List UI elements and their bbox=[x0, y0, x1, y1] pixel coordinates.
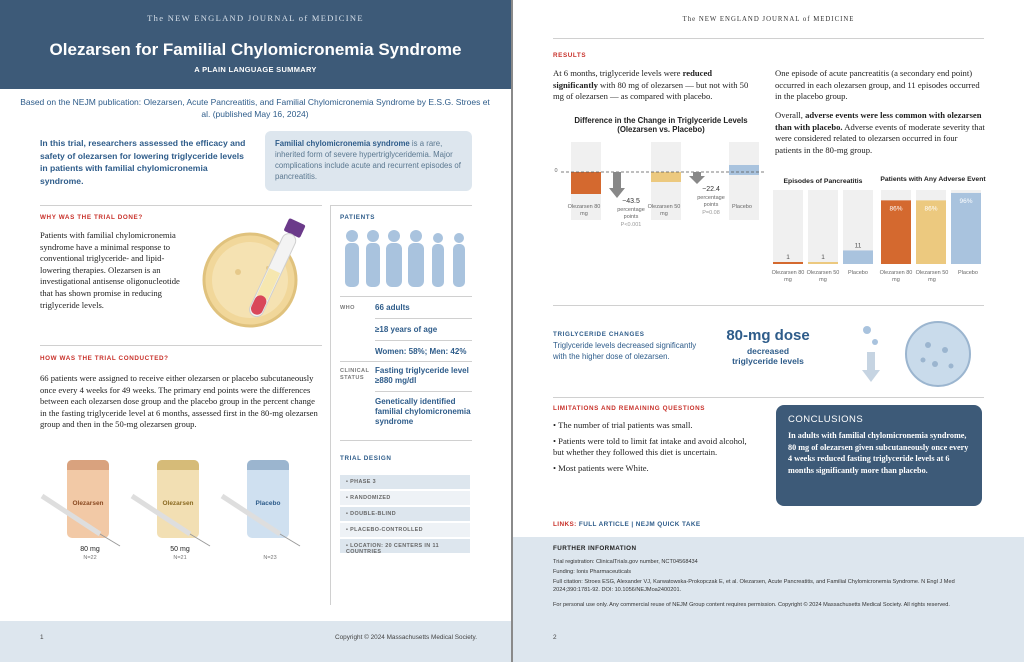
people-icon bbox=[340, 228, 472, 290]
panc-category-label: Olezarsen 80 mg bbox=[771, 270, 805, 283]
journal-name: The NEW ENGLAND JOURNAL of MEDICINE bbox=[147, 13, 364, 23]
conclusions-heading: CONCLUSIONS bbox=[788, 414, 864, 425]
panc-bar-bg bbox=[773, 190, 803, 264]
ae-data-label: 86% bbox=[889, 205, 903, 213]
divider bbox=[40, 205, 322, 206]
who-value: Women: 58%; Men: 42% bbox=[375, 347, 467, 356]
vial-label: Olezarsen bbox=[162, 500, 194, 507]
results-emphasis: reduced significantly bbox=[553, 68, 713, 90]
n-label: N=23 bbox=[263, 555, 277, 561]
divider bbox=[340, 361, 472, 362]
adverse-text-part: Overall, bbox=[775, 110, 806, 120]
tg-bar-80 bbox=[571, 172, 601, 194]
limits-heading: LIMITATIONS AND REMAINING QUESTIONS bbox=[553, 405, 706, 412]
adverse-text-part: Adverse events of moderate severity that were considered related to olezarsen occurred in four patients in the 80-mg group. bbox=[775, 121, 985, 155]
limits-list bbox=[553, 420, 758, 474]
results-text-part: At 6 months, triglyceride levels were bbox=[553, 68, 683, 78]
tg-bar-placebo bbox=[729, 165, 759, 175]
limit-item-text: Patients were told to limit fat intake and avoid alcohol, but whether they followed this diet is uncertain. bbox=[553, 435, 747, 458]
page-2 bbox=[513, 0, 1024, 662]
divider bbox=[375, 340, 472, 341]
arrow-down-icon bbox=[689, 172, 705, 184]
links-row bbox=[553, 521, 701, 528]
further-item: Funding: Ionis Pharmaceuticals bbox=[553, 569, 632, 575]
limit-item: • Patients were told to limit fat intake and avoid alcohol, but whether they followed this diet is uncertain. bbox=[553, 435, 747, 458]
intro-text: In this trial, researchers assessed the efficacy and safety of olezarsen for lowering triglyceride levels in patients with familial chylomicronemia syndrome. bbox=[40, 138, 246, 186]
panc-bar bbox=[773, 262, 803, 264]
dose-highlight: 80-mg dose bbox=[726, 327, 810, 344]
ae-data-label: 96% bbox=[959, 197, 973, 205]
divider bbox=[340, 296, 472, 297]
who-label: WHO bbox=[340, 305, 355, 311]
page-title: Olezarsen for Familial Chylomicronemia Syndrome bbox=[49, 40, 462, 59]
limit-item-text: The number of trial patients was small. bbox=[558, 420, 693, 430]
column-divider bbox=[330, 205, 331, 605]
divider bbox=[553, 397, 984, 398]
tg-changes-text: Triglyceride levels decreased significantly with the higher dose of olezarsen. bbox=[553, 341, 697, 361]
limit-item: • Most patients were White. bbox=[553, 462, 649, 473]
how-text: 66 patients were assigned to receive either olezarsen or placebo subcutaneously once every 4 weeks for 49 weeks. The primary end points were the differences between each olezarsen dose group and the placebo group in the percent change in the fasting triglyceride level at 6 months, assessed first in the 80-mg olezarsen group and then in the 50-mg olezarsen group. bbox=[40, 373, 318, 430]
vial-label: Olezarsen bbox=[72, 500, 104, 507]
tg-chart-title: Difference in the Change in Triglyceride Levels (Olezarsen vs. Placebo) bbox=[574, 116, 748, 134]
n-label: N=22 bbox=[83, 555, 97, 561]
definition-text: is a rare, inherited form of severe hypertriglyceridemia. Major complications include acute and recurrent episodes of pancreatitis. bbox=[275, 139, 461, 181]
ae-category-label: Olezarsen 80 mg bbox=[879, 270, 913, 283]
design-item: • RANDOMIZED bbox=[340, 491, 470, 505]
adverse-emphasis: adverse events were less common with olezarsen than with placebo. bbox=[775, 110, 982, 132]
tg-diff-value: −22.4 bbox=[702, 186, 720, 193]
vials-illustration bbox=[40, 452, 325, 572]
divider bbox=[553, 305, 984, 306]
definition-term: Familial chylomicronemia syndrome bbox=[275, 139, 410, 148]
lipid-particle-illustration bbox=[853, 320, 983, 388]
panc-data-label: 1 bbox=[821, 254, 825, 261]
tg-changes-heading: TRIGLYCERIDE CHANGES bbox=[553, 331, 645, 338]
limit-item-text: Most patients were White. bbox=[558, 462, 649, 473]
links-label: LINKS: bbox=[553, 521, 577, 528]
panc-chart-title: Episodes of Pancreatitis bbox=[783, 178, 863, 185]
page-header bbox=[0, 0, 511, 89]
panc-chart bbox=[771, 190, 875, 268]
further-item: Trial registration: ClinicalTrials.gov number, NCT04568434 bbox=[553, 559, 698, 565]
syringe-icons bbox=[40, 482, 325, 552]
conclusions-text: In adults with familial chylomicronemia syndrome, 80 mg of olezarsen given subcutaneously once every 4 weeks reduced fasting triglyceride levels at 6 months significantly more than placebo. bbox=[788, 431, 969, 475]
dose-highlight-sub: decreased triglyceride levels bbox=[732, 346, 804, 366]
tg-diff-value: −43.5 bbox=[622, 198, 640, 205]
pancreatitis-text: One episode of acute pancreatitis (a secondary end point) occurred in each olezarsen group, and 11 episodes occurred in the placebo group. bbox=[775, 68, 980, 102]
panc-category-label: Olezarsen 50 mg bbox=[806, 270, 840, 283]
further-info-panel bbox=[513, 537, 1024, 662]
design-item: • LOCATION: 20 CENTERS IN 11 COUNTRIES bbox=[340, 539, 470, 553]
divider bbox=[375, 318, 472, 319]
design-item: • PLACEBO-CONTROLLED bbox=[340, 523, 470, 537]
ae-chart bbox=[879, 190, 985, 268]
definition-box bbox=[265, 131, 472, 191]
copyright: Copyright © 2024 Massachusetts Medical Society. bbox=[335, 634, 478, 641]
patients-heading: PATIENTS bbox=[340, 214, 376, 221]
tg-diff-unit: percentage points bbox=[617, 207, 645, 220]
clinical-label: CLINICAL STATUS bbox=[340, 368, 370, 381]
panc-bar-bg bbox=[808, 190, 838, 264]
dose-label: 80 mg bbox=[80, 546, 100, 553]
clinical-value: Genetically identified familial chylomicronemia syndrome bbox=[375, 397, 471, 426]
panc-bar bbox=[843, 250, 873, 264]
tg-diff-p: P=0.08 bbox=[702, 210, 720, 216]
results-heading: RESULTS bbox=[553, 52, 587, 59]
divider bbox=[375, 391, 472, 392]
divider bbox=[340, 440, 472, 441]
tg-diff-p: P<0.001 bbox=[620, 222, 642, 228]
why-text: Patients with familial chylomicronemia syndrome have a minimal response to conventional triglyceride- and lipid-lowering therapies. Olezarsen is an investigational antisense oligonucleotide that has shown promise in reducing triglyceride levels. bbox=[40, 230, 180, 310]
design-item: • PHASE 3 bbox=[340, 475, 470, 489]
panc-bar bbox=[808, 262, 838, 264]
who-value: 66 adults bbox=[375, 303, 410, 312]
divider bbox=[553, 38, 984, 39]
why-heading: WHY WAS THE TRIAL DONE? bbox=[40, 214, 143, 221]
limit-item: • The number of trial patients was small. bbox=[553, 420, 693, 430]
results-text-part: with 80 mg of olezarsen — but not with 50 mg of olezarsen — as compared with placebo. bbox=[553, 79, 749, 102]
further-item: For personal use only. Any commercial reuse of NEJM Group content requires permission. Copyright © 2024 Massachusetts Medical Society. All rights reserved. bbox=[553, 602, 950, 608]
further-heading: FURTHER INFORMATION bbox=[553, 545, 637, 552]
design-item: • DOUBLE-BLIND bbox=[340, 507, 470, 521]
dose-label: 50 mg bbox=[170, 546, 190, 553]
full-article-link[interactable]: FULL ARTICLE bbox=[578, 521, 630, 528]
page-number: 1 bbox=[40, 634, 44, 641]
n-label: N=21 bbox=[173, 555, 187, 561]
quick-take-link[interactable]: NEJM QUICK TAKE bbox=[635, 521, 701, 528]
tg-diff-unit: percentage points bbox=[697, 195, 725, 208]
ae-category-label: Placebo bbox=[958, 270, 978, 276]
arrow-down-icon bbox=[609, 172, 625, 198]
divider bbox=[40, 345, 322, 346]
results-text bbox=[553, 68, 753, 103]
tg-category-label: Placebo bbox=[732, 204, 752, 210]
ae-data-label: 86% bbox=[924, 205, 938, 213]
page-1 bbox=[0, 0, 511, 662]
ae-chart-title: Patients with Any Adverse Event bbox=[880, 176, 986, 183]
adverse-text bbox=[775, 110, 985, 156]
publication-reference: Based on the NEJM publication: Olezarsen, Acute Pancreatitis, and Familial Chylomicronemia Syndrome by E.S.G. Stroes et al. (published May 16, 2024) bbox=[20, 97, 490, 119]
conclusions-box bbox=[776, 405, 982, 506]
page-footer bbox=[0, 621, 511, 662]
panc-data-label: 1 bbox=[786, 254, 790, 261]
tg-category-label: Olezarsen 80 mg bbox=[567, 204, 601, 217]
zero-label: 0 bbox=[554, 168, 558, 174]
page-subtitle: A PLAIN LANGUAGE SUMMARY bbox=[194, 65, 317, 74]
blood-sample-illustration bbox=[198, 212, 318, 332]
journal-name: The NEW ENGLAND JOURNAL of MEDICINE bbox=[682, 16, 855, 23]
tg-category-label: Olezarsen 50 mg bbox=[647, 204, 681, 217]
how-heading: HOW WAS THE TRIAL CONDUCTED? bbox=[40, 355, 169, 362]
clinical-value: Fasting triglyceride level ≥880 mg/dl bbox=[375, 366, 469, 385]
tg-bar-50 bbox=[651, 172, 681, 182]
page-number: 2 bbox=[553, 634, 557, 641]
panc-data-label: 11 bbox=[854, 242, 862, 250]
vial-label: Placebo bbox=[255, 500, 281, 507]
design-heading: TRIAL DESIGN bbox=[340, 455, 392, 462]
further-item: Full citation: Stroes ESG, Alexander VJ, Karwatowska-Prokopczak E, et al. Olezarsen, Acute Pancreatitis, and Familial Chylomicronemia Syndrome. N Engl J Med 2024;390:1781-92. DOI: 10.1056/NEJMoa2400201. bbox=[553, 579, 955, 594]
ae-category-label: Olezarsen 50 mg bbox=[915, 270, 949, 283]
panc-category-label: Placebo bbox=[848, 270, 868, 276]
divider bbox=[330, 205, 472, 206]
link-separator: | bbox=[629, 521, 636, 528]
who-value: ≥18 years of age bbox=[375, 325, 438, 334]
